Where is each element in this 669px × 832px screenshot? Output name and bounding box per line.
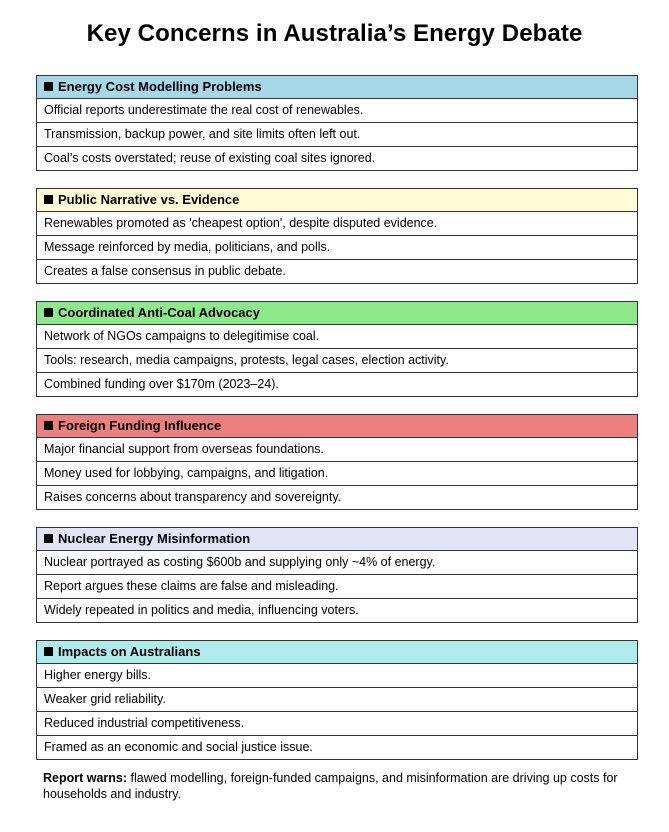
square-bullet-icon <box>44 647 53 656</box>
section-row: Reduced industrial competitiveness. <box>37 712 637 736</box>
section-row: Message reinforced by media, politicians, and polls. <box>37 236 637 260</box>
section-heading: Impacts on Australians <box>58 644 201 659</box>
sections-container <box>36 75 636 777</box>
section-heading: Nuclear Energy Misinformation <box>58 531 251 546</box>
section-row: Network of NGOs campaigns to delegitimise coal. <box>37 325 637 349</box>
section-header <box>37 528 637 551</box>
section <box>36 527 636 623</box>
section-heading: Energy Cost Modelling Problems <box>58 79 262 94</box>
section-row: Report argues these claims are false and misleading. <box>37 575 637 599</box>
footer-note <box>43 770 623 802</box>
footer-label: Report warns: <box>43 771 128 785</box>
section-header <box>37 302 637 325</box>
section-row: Creates a false consensus in public debate. <box>44 264 286 278</box>
footer-text: flawed modelling, foreign-funded campaigns, and misinformation are driving up costs for households and industry. <box>43 771 618 801</box>
section-table <box>36 414 638 510</box>
section-heading: Public Narrative vs. Evidence <box>58 192 240 207</box>
section-table <box>36 527 638 623</box>
section-row: Transmission, backup power, and site limits often left out. <box>37 123 637 147</box>
section-header <box>37 415 637 438</box>
section-header <box>37 641 637 664</box>
section-row: Nuclear portrayed as costing $600b and supplying only ~4% of energy. <box>37 551 637 575</box>
section-heading: Foreign Funding Influence <box>58 418 222 433</box>
section <box>36 75 636 171</box>
section-table <box>36 640 638 760</box>
section <box>36 640 636 760</box>
section-row: Renewables promoted as 'cheapest option', despite disputed evidence. <box>37 212 637 236</box>
square-bullet-icon <box>44 82 53 91</box>
section-heading: Coordinated Anti-Coal Advocacy <box>58 305 261 320</box>
section-row: Weaker grid reliability. <box>37 688 637 712</box>
section <box>36 188 636 284</box>
section-row: Widely repeated in politics and media, influencing voters. <box>44 603 359 617</box>
section-table <box>36 301 638 397</box>
square-bullet-icon <box>44 421 53 430</box>
section-header <box>37 76 637 99</box>
section <box>36 301 636 397</box>
section-table <box>36 188 638 284</box>
section-row: Coal’s costs overstated; reuse of existing coal sites ignored. <box>44 151 376 165</box>
section-row: Framed as an economic and social justice issue. <box>44 740 313 754</box>
page-title: Key Concerns in Australia’s Energy Debate <box>86 20 583 47</box>
square-bullet-icon <box>44 195 53 204</box>
section-table <box>36 75 638 171</box>
section-row: Higher energy bills. <box>37 664 637 688</box>
section-header <box>37 189 637 212</box>
section-row: Raises concerns about transparency and sovereignty. <box>44 490 342 504</box>
section-row: Official reports underestimate the real cost of renewables. <box>37 99 637 123</box>
section-row: Tools: research, media campaigns, protests, legal cases, election activity. <box>37 349 637 373</box>
section <box>36 414 636 510</box>
section-row: Major financial support from overseas foundations. <box>37 438 637 462</box>
section-row: Money used for lobbying, campaigns, and litigation. <box>37 462 637 486</box>
square-bullet-icon <box>44 308 53 317</box>
section-row: Combined funding over $170m (2023–24). <box>44 377 279 391</box>
square-bullet-icon <box>44 534 53 543</box>
